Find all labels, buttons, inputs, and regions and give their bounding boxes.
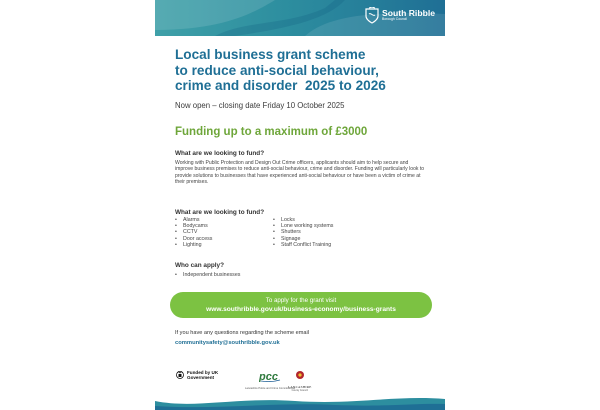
- list-item: • Independent businesses: [175, 272, 325, 278]
- apply-link[interactable]: www.southribble.gov.uk/business-economy/business-grants: [206, 306, 396, 313]
- title-line-2: to reduce anti-social behaviour,: [175, 62, 379, 78]
- title-line-3: crime and disorder: [175, 78, 298, 93]
- grant-poster: [155, 0, 445, 410]
- title-line-1: Local business grant scheme: [175, 47, 366, 62]
- header-banner: [155, 0, 445, 36]
- list-item: • Alarms: [175, 217, 275, 223]
- who-can-apply-list: [175, 272, 325, 278]
- footer-wave-decoration: [155, 395, 445, 410]
- contact-email-link[interactable]: communitysafety@southribble.gov.uk: [175, 340, 280, 346]
- list-item: • Locks: [273, 217, 413, 223]
- list-item: • Lone working systems: [273, 223, 413, 229]
- south-ribble-logo[interactable]: [365, 7, 435, 24]
- section-items-heading: What are we looking to fund?: [175, 209, 265, 216]
- title-years: 2025 to 2026: [304, 78, 386, 93]
- royal-crest-icon: [175, 370, 185, 380]
- lancashire-subtitle: County Council: [291, 389, 308, 392]
- pcc-mark-icon: [259, 370, 281, 382]
- pcc-subtitle: Lancashire Police and Crime Commissioner: [245, 387, 296, 390]
- list-item: • Door access: [175, 236, 275, 242]
- list-item: • CCTV: [175, 229, 275, 235]
- page-title: [175, 47, 435, 94]
- uk-government-label: Funded by UK Government: [187, 370, 219, 380]
- fund-items-list-2: [273, 217, 413, 248]
- svg-text:pcc: pcc: [259, 371, 279, 382]
- questions-text: If you have any questions regarding the scheme email: [175, 330, 310, 336]
- lancashire-cc-logo: [288, 367, 311, 392]
- logo-name: South Ribble: [382, 8, 435, 19]
- apply-intro-text: To apply for the grant visit: [265, 297, 337, 304]
- funder-logos: [175, 367, 435, 391]
- list-item: • Shutters: [273, 229, 413, 235]
- uk-government-logo: [175, 370, 227, 380]
- lancashire-label: LANCASHIRE: [288, 385, 312, 389]
- red-rose-icon: [295, 370, 305, 380]
- funding-amount-heading: Funding up to a maximum of £3000: [175, 126, 368, 138]
- list-item: • Staff Conflict Training: [273, 242, 413, 248]
- crest-icon: [365, 7, 379, 24]
- section-fund-body: Working with Public Protection and Design Out Crime officers, applicants should aim to help secure and improve business premises to reduce anti-social behaviour, crime and disorder. Funding will particularly look to provide solutions to businesses that have experienced anti-social behaviour or have been a victim of crime at their premises.: [175, 160, 425, 185]
- section-who-heading: Who can apply?: [175, 262, 224, 269]
- closing-date-text: Now open – closing date Friday 10 October 2025: [175, 101, 345, 110]
- list-item: • Lighting: [175, 242, 275, 248]
- list-item: • Bodycams: [175, 223, 275, 229]
- apply-banner[interactable]: [170, 292, 432, 318]
- fund-items-list-1: [175, 217, 275, 248]
- logo-subtitle: Borough Council: [382, 17, 408, 22]
- section-fund-heading: What are we looking to fund?: [175, 150, 265, 157]
- list-item: • Signage: [273, 236, 413, 242]
